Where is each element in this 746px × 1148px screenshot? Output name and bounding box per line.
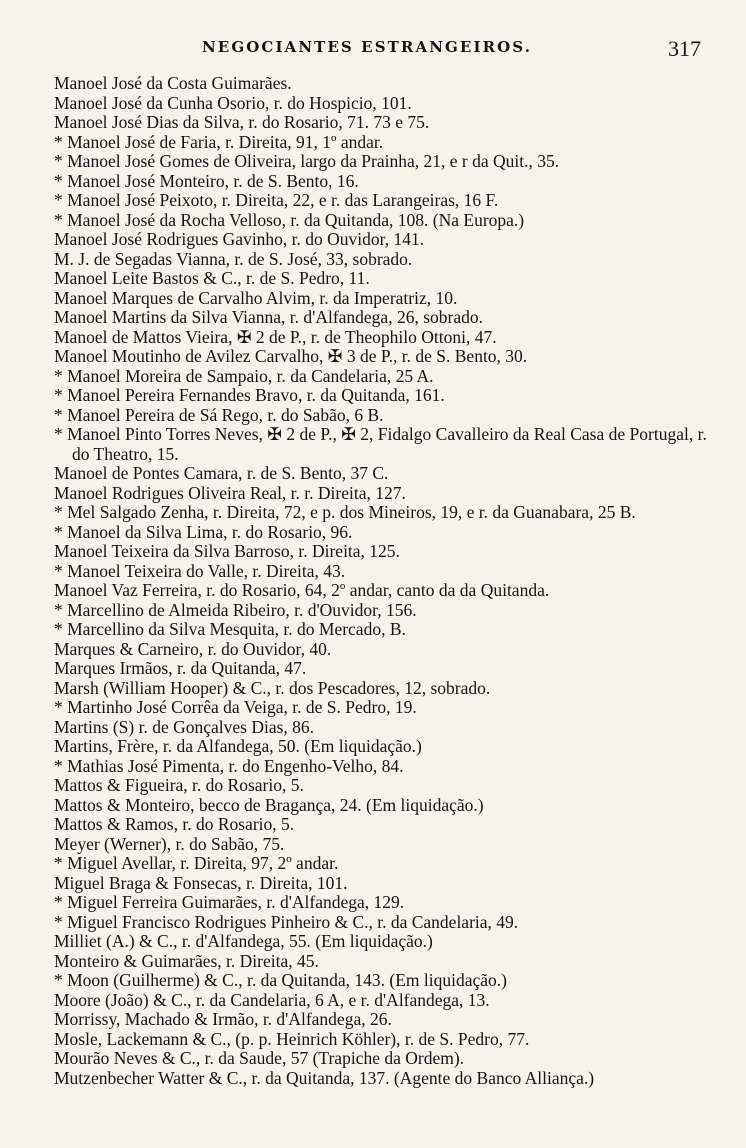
list-item: * Manoel José Gomes de Oliveira, largo da Prainha, 21, e r da Quit., 35. [54,151,560,171]
list-item: Moore (João) & C., r. da Candelaria, 6 A, e r. d'Alfandega, 13. [54,989,490,1010]
list-item: * Manoel Moreira de Sampaio, r. da Candelaria, 25 A. [54,365,434,386]
list-item: * Mathias José Pimenta, r. do Engenho-Velho, 84. [54,755,404,776]
list-item: Manoel Leite Bastos & C., r. de S. Pedro, 11. [54,268,370,288]
page-number: 317 [668,36,701,61]
list-item: Manoel Vaz Ferreira, r. do Rosario, 64, 2º andar, canto da da Quitanda. [54,580,550,600]
list-item: Mutzenbecher Watter & C., r. da Quitanda, 137. (Agente do Banco Alliança.) [54,1067,595,1088]
list-item: Meyer (Werner), r. do Sabão, 75. [54,833,285,854]
list-item: Mattos & Figueira, r. do Rosario, 5. [54,775,304,795]
list-item: * Manoel José da Rocha Velloso, r. da Quitanda, 108. (Na Europa.) [54,209,525,230]
list-item: Mourão Neves & C., r. da Saude, 57 (Trapiche da Ordem). [54,1048,465,1068]
list-item: Manoel Martins da Silva Vianna, r. d'Alfandega, 26, sobrado. [54,307,483,327]
list-item: Miguel Braga & Fonsecas, r. Direita, 101. [54,872,348,893]
list-item: * Manoel Pinto Torres Neves, ✠ 2 de P., ✠ 2, Fidalgo Cavalleiro da Real Casa de Portugal, r. do Theatro, 15. [54,424,707,464]
list-item: Martins (S) r. de Gonçalves Dias, 86. [54,716,315,737]
list-item: * Manoel da Silva Lima, r. do Rosario, 96. [54,521,353,542]
list-item: Martins, Frère, r. da Alfandega, 50. (Em liquidação.) [54,736,422,756]
list-item: * Manoel Pereira de Sá Rego, r. do Sabão, 6 B. [54,404,384,425]
list-item: Monteiro & Guimarães, r. Direita, 45. [54,950,319,971]
list-item: Marsh (William Hooper) & C., r. dos Pescadores, 12, sobrado. [54,677,491,698]
list-item: * Manoel José de Faria, r. Direita, 91, 1º andar. [54,131,384,152]
list-item: Mattos & Ramos, r. do Rosario, 5. [54,814,295,834]
list-item: Morrissy, Machado & Irmão, r. d'Alfandega, 26. [54,1009,392,1029]
list-item: Mattos & Monteiro, becco de Bragança, 24. (Em liquidação.) [54,794,484,815]
list-item: * Marcellino da Silva Mesquita, r. do Mercado, B. [54,619,406,639]
list-item: Mosle, Lackemann & C., (p. p. Heinrich Köhler), r. de S. Pedro, 77. [54,1028,530,1049]
list-item: Manoel José Dias da Silva, r. do Rosario, 71. 73 e 75. [54,112,430,132]
page-header [0,38,746,62]
list-item: * Miguel Avellar, r. Direita, 97, 2º andar. [54,853,339,873]
list-item: Manoel Rodrigues Oliveira Real, r. r. Direita, 127. [54,482,406,503]
list-item: Manoel Marques de Carvalho Alvim, r. da Imperatriz, 10. [54,287,458,308]
list-item: * Moon (Guilherme) & C., r. da Quitanda, 143. (Em liquidação.) [54,970,507,990]
list-item: * Manoel José Peixoto, r. Direita, 22, e r. das Larangeiras, 16 F. [54,190,499,210]
list-item: Manoel Moutinho de Avilez Carvalho, ✠ 3 de P., r. de S. Bento, 30. [54,346,528,366]
page-title: NEGOCIANTES ESTRANGEIROS. [202,38,533,56]
list-item: * Manoel José Monteiro, r. de S. Bento, 16. [54,170,359,191]
list-item: * Miguel Francisco Rodrigues Pinheiro & C., r. da Candelaria, 49. [54,911,519,932]
list-item: M. J. de Segadas Vianna, r. de S. José, 33, sobrado. [54,248,413,269]
list-item: Manoel de Mattos Vieira, ✠ 2 de P., r. de Theophilo Ottoni, 47. [54,326,497,347]
list-item: Marques Irmãos, r. da Quitanda, 47. [54,658,307,678]
list-item: Manoel Teixeira da Silva Barroso, r. Direita, 125. [54,541,400,561]
list-item: Milliet (A.) & C., r. d'Alfandega, 55. (Em liquidação.) [54,931,433,951]
list-item: Manoel José da Costa Guimarães. [54,73,292,93]
merchant-list [54,74,709,1088]
list-item: * Manoel Teixeira do Valle, r. Direita, 43. [54,560,346,581]
list-item: Manoel de Pontes Camara, r. de S. Bento, 37 C. [54,463,389,483]
list-item: * Miguel Ferreira Guimarães, r. d'Alfandega, 129. [54,892,405,912]
list-item: Manoel José Rodrigues Gavinho, r. do Ouvidor, 141. [54,229,425,249]
list-item: * Martinho José Corrêa da Veiga, r. de S. Pedro, 19. [54,697,417,717]
list-item: * Manoel Pereira Fernandes Bravo, r. da Quitanda, 161. [54,385,445,405]
list-item: Manoel José da Cunha Osorio, r. do Hospicio, 101. [54,92,412,113]
list-item: Marques & Carneiro, r. do Ouvidor, 40. [54,638,332,659]
list-item: * Marcellino de Almeida Ribeiro, r. d'Ouvidor, 156. [54,599,417,620]
list-item: * Mel Salgado Zenha, r. Direita, 72, e p. dos Mineiros, 19, e r. da Guanabara, 25 B. [54,502,636,522]
